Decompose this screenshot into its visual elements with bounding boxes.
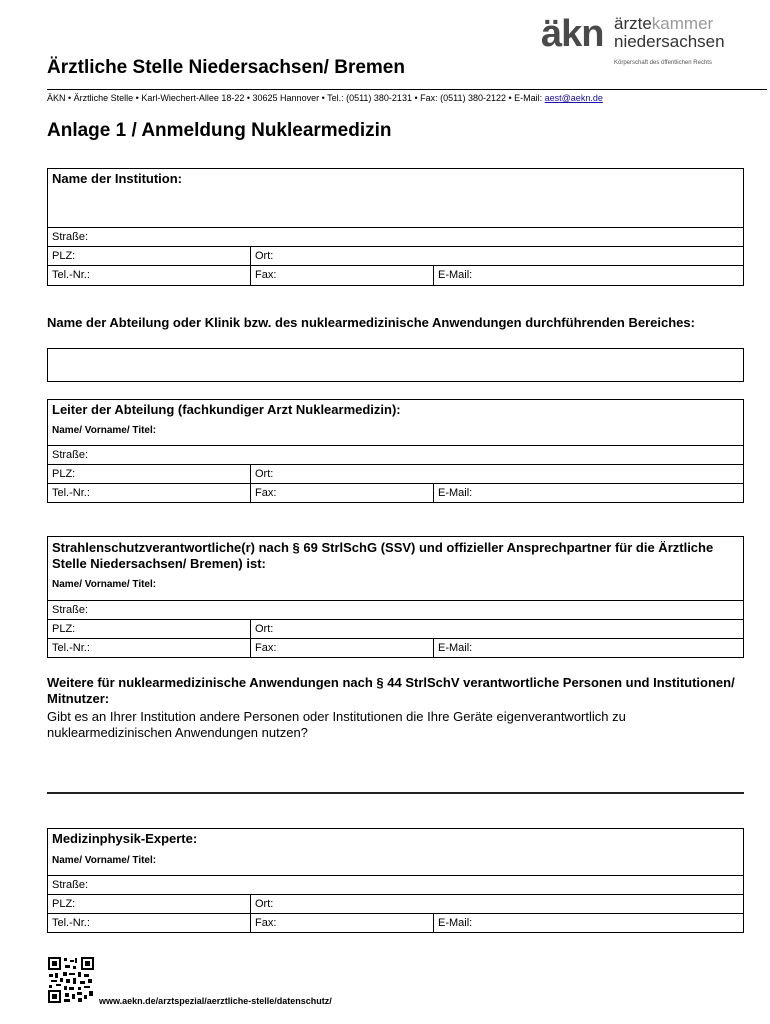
email-field[interactable]: E-Mail: bbox=[433, 484, 743, 503]
address-text: ÄKN • Ärztliche Stelle • Karl-Wiechert-Allee 18-22 • 30625 Hannover • Tel.: (0511) 380-2131 • Fax: (0511) 380-2122 • E-Mail: bbox=[47, 93, 545, 103]
abteilung-heading: Name der Abteilung oder Klinik bzw. des nuklearmedizinische Anwendungen durchführenden Bereiches: bbox=[47, 315, 695, 330]
header-divider bbox=[47, 89, 767, 90]
plz-field[interactable]: PLZ: bbox=[52, 468, 76, 480]
tel-fax-email-row bbox=[48, 265, 743, 285]
plz-field[interactable]: PLZ: bbox=[52, 250, 76, 262]
email-field[interactable]: E-Mail: bbox=[433, 639, 743, 658]
fax-field[interactable]: Fax: bbox=[250, 914, 433, 933]
leiter-box bbox=[47, 399, 744, 503]
logo-word-kammer: kammer bbox=[651, 14, 714, 33]
address-line bbox=[47, 93, 603, 103]
abteilung-input-box[interactable] bbox=[47, 348, 744, 382]
footer-url-link[interactable]: www.aekn.de/arztspezial/aerztliche-stelle/datenschutz/ bbox=[99, 996, 332, 1006]
leiter-name-label[interactable]: Name/ Vorname/ Titel: bbox=[52, 425, 157, 436]
institution-box bbox=[47, 168, 744, 286]
fax-field[interactable]: Fax: bbox=[250, 484, 433, 503]
ort-field[interactable]: Ort: bbox=[250, 895, 743, 914]
weitere-heading: Weitere für nuklearmedizinische Anwendungen nach § 44 StrlSchV verantwortliche Personen und Institutionen/ Mitnutzer: bbox=[47, 675, 735, 706]
tel-field[interactable]: Tel.-Nr.: bbox=[52, 269, 90, 281]
tel-fax-email-row bbox=[48, 483, 743, 503]
email-link[interactable]: aest@aekn.de bbox=[544, 93, 603, 103]
email-field[interactable]: E-Mail: bbox=[433, 266, 743, 285]
strasse-row bbox=[48, 600, 743, 620]
fax-field[interactable]: Fax: bbox=[250, 266, 433, 285]
aekn-logo-mark: äkn bbox=[541, 13, 604, 55]
logo-word-aerzte: ärzte bbox=[614, 14, 652, 33]
plz-ort-row bbox=[48, 464, 743, 484]
logo-text-line1 bbox=[614, 15, 713, 33]
institution-heading: Name der Institution: bbox=[52, 171, 183, 186]
ort-field[interactable]: Ort: bbox=[250, 620, 743, 639]
fax-field[interactable]: Fax: bbox=[250, 639, 433, 658]
ort-field[interactable]: Ort: bbox=[250, 247, 743, 266]
strasse-field[interactable]: Straße: bbox=[52, 604, 89, 616]
plz-ort-row bbox=[48, 246, 743, 266]
strasse-row bbox=[48, 227, 743, 247]
tel-fax-email-row bbox=[48, 913, 743, 933]
tel-fax-email-row bbox=[48, 638, 743, 658]
weitere-answer-line[interactable] bbox=[47, 792, 744, 794]
qr-code-icon bbox=[47, 956, 95, 1004]
ssv-box bbox=[47, 536, 744, 658]
mpe-name-label[interactable]: Name/ Vorname/ Titel: bbox=[52, 855, 157, 866]
tel-field[interactable]: Tel.-Nr.: bbox=[52, 642, 90, 654]
plz-field[interactable]: PLZ: bbox=[52, 898, 76, 910]
email-field[interactable]: E-Mail: bbox=[433, 914, 743, 933]
tel-field[interactable]: Tel.-Nr.: bbox=[52, 487, 90, 499]
strasse-field[interactable]: Straße: bbox=[52, 879, 89, 891]
strasse-field[interactable]: Straße: bbox=[52, 231, 89, 243]
plz-ort-row bbox=[48, 894, 743, 914]
strasse-row bbox=[48, 445, 743, 465]
strasse-field[interactable]: Straße: bbox=[52, 449, 89, 461]
plz-ort-row bbox=[48, 619, 743, 639]
strasse-row bbox=[48, 875, 743, 895]
org-title: Ärztliche Stelle Niedersachsen/ Bremen bbox=[47, 57, 405, 78]
ort-field[interactable]: Ort: bbox=[250, 465, 743, 484]
weitere-question: Gibt es an Ihrer Institution andere Personen oder Institutionen die Ihre Geräte eigenverantwortlich zu nuklearmedizinischen Anwendungen nutzen? bbox=[47, 709, 626, 740]
document-title: Anlage 1 / Anmeldung Nuklearmedizin bbox=[47, 120, 392, 141]
ssv-heading: Strahlenschutzverantwortliche(r) nach § 69 StrlSchG (SSV) und offizieller Ansprechpartner für die Ärztliche Stelle Niedersachsen/ Bremen) ist: bbox=[52, 540, 714, 571]
ssv-name-label[interactable]: Name/ Vorname/ Titel: bbox=[52, 579, 157, 590]
mpe-heading: Medizinphysik-Experte: bbox=[52, 831, 198, 846]
mpe-box bbox=[47, 828, 744, 933]
leiter-heading: Leiter der Abteilung (fachkundiger Arzt Nuklearmedizin): bbox=[52, 402, 401, 417]
logo-text-line2: niedersachsen bbox=[614, 32, 725, 51]
logo-subtitle: Körperschaft des öffentlichen Rechts bbox=[614, 60, 712, 66]
tel-field[interactable]: Tel.-Nr.: bbox=[52, 917, 90, 929]
plz-field[interactable]: PLZ: bbox=[52, 623, 76, 635]
